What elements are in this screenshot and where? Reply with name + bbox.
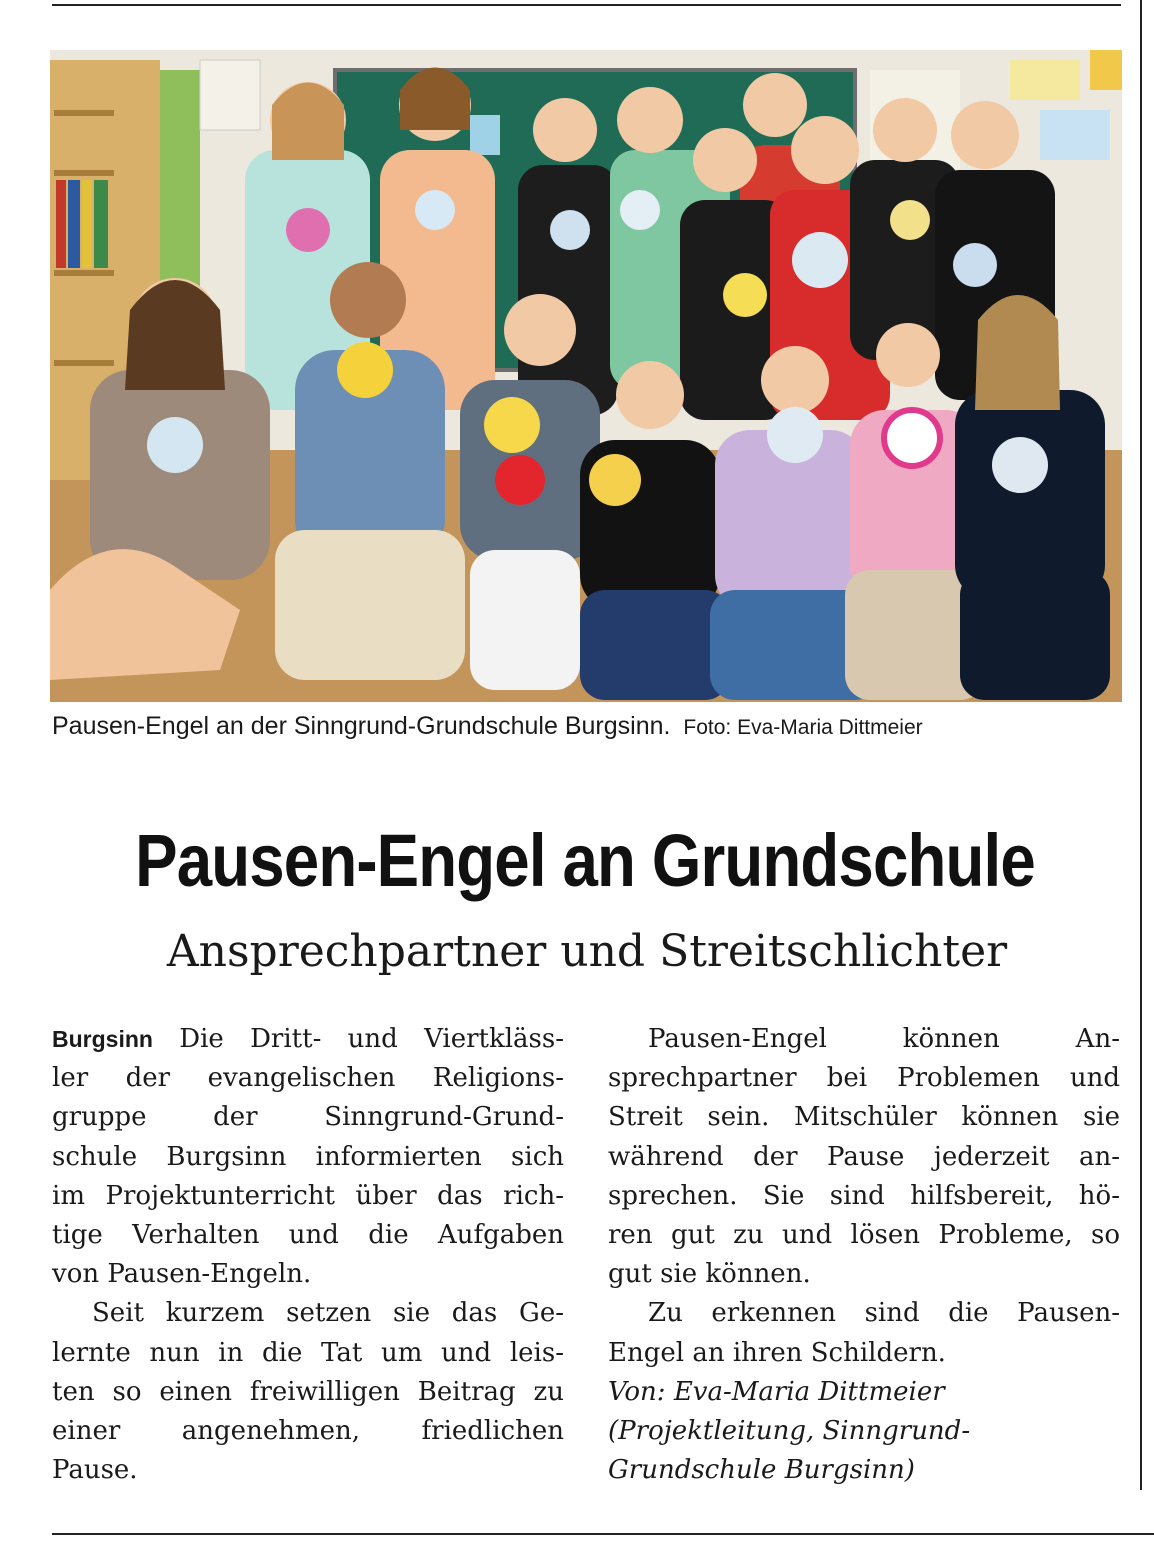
text-line: schule Burgsinn informierten sich: [52, 1141, 564, 1172]
text-line: Zu erkennen sind die Pausen-: [648, 1298, 1120, 1329]
text-line: sprechpartner bei Problemen und: [608, 1063, 1120, 1094]
text-line: Pausen-Engel können An-: [648, 1024, 1120, 1054]
text-line: ren gut zu und lösen Probleme, so: [608, 1219, 1120, 1250]
author-line: Grundschule Burgsinn): [608, 1455, 915, 1486]
headline: Pausen-Engel an Grundschule: [135, 819, 1035, 902]
article-photo: [50, 50, 1122, 702]
text-line: Engel an ihren Schildern.: [608, 1337, 946, 1368]
text-line: gut sie können.: [608, 1259, 811, 1290]
author-line: Von: Eva-Maria Dittmeier: [608, 1376, 945, 1407]
text-line: Seit kurzem setzen sie das Ge-: [92, 1298, 564, 1329]
text-line: Streit sein. Mitschüler können sie: [608, 1102, 1120, 1133]
text-line: ler der evangelischen Religions-: [52, 1063, 564, 1094]
text-line: ten so einen freiwilligen Beitrag zu: [52, 1376, 564, 1407]
photo-credit: Foto: Eva-Maria Dittmeier: [683, 716, 923, 739]
text-line: von Pausen-Engeln.: [52, 1259, 312, 1290]
bottom-rule: [52, 1533, 1154, 1535]
text-line: Pause.: [52, 1455, 138, 1486]
author-line: (Projektleitung, Sinngrund-: [608, 1415, 971, 1446]
article-column-2: [608, 1020, 1120, 1490]
text-line: einer angenehmen, friedlichen: [52, 1415, 564, 1446]
article-column-1: [52, 1020, 564, 1490]
text-line: während der Pause jederzeit an-: [608, 1141, 1120, 1172]
photo-caption: [52, 712, 923, 741]
text-line: gruppe der Sinngrund-Grund-: [52, 1102, 564, 1133]
text-line: tige Verhalten und die Aufgaben: [52, 1219, 564, 1250]
column-rule: [1140, 0, 1142, 1490]
text-line: lernte nun in die Tat um und leis-: [52, 1337, 564, 1368]
text-line: sprechen. Sie sind hilfsbereit, hö-: [608, 1180, 1120, 1211]
caption-text: Pausen-Engel an der Sinngrund-Grundschule Burgsinn.: [52, 712, 671, 740]
top-rule: [52, 4, 1121, 6]
dateline: Burgsinn: [52, 1026, 153, 1052]
text-line: Burgsinn Die Dritt- und Viertkläss-: [52, 1024, 565, 1054]
text-line: im Projektunterricht über das rich-: [52, 1180, 564, 1211]
subheadline: Ansprechpartner und Streitschlichter: [166, 926, 1008, 977]
